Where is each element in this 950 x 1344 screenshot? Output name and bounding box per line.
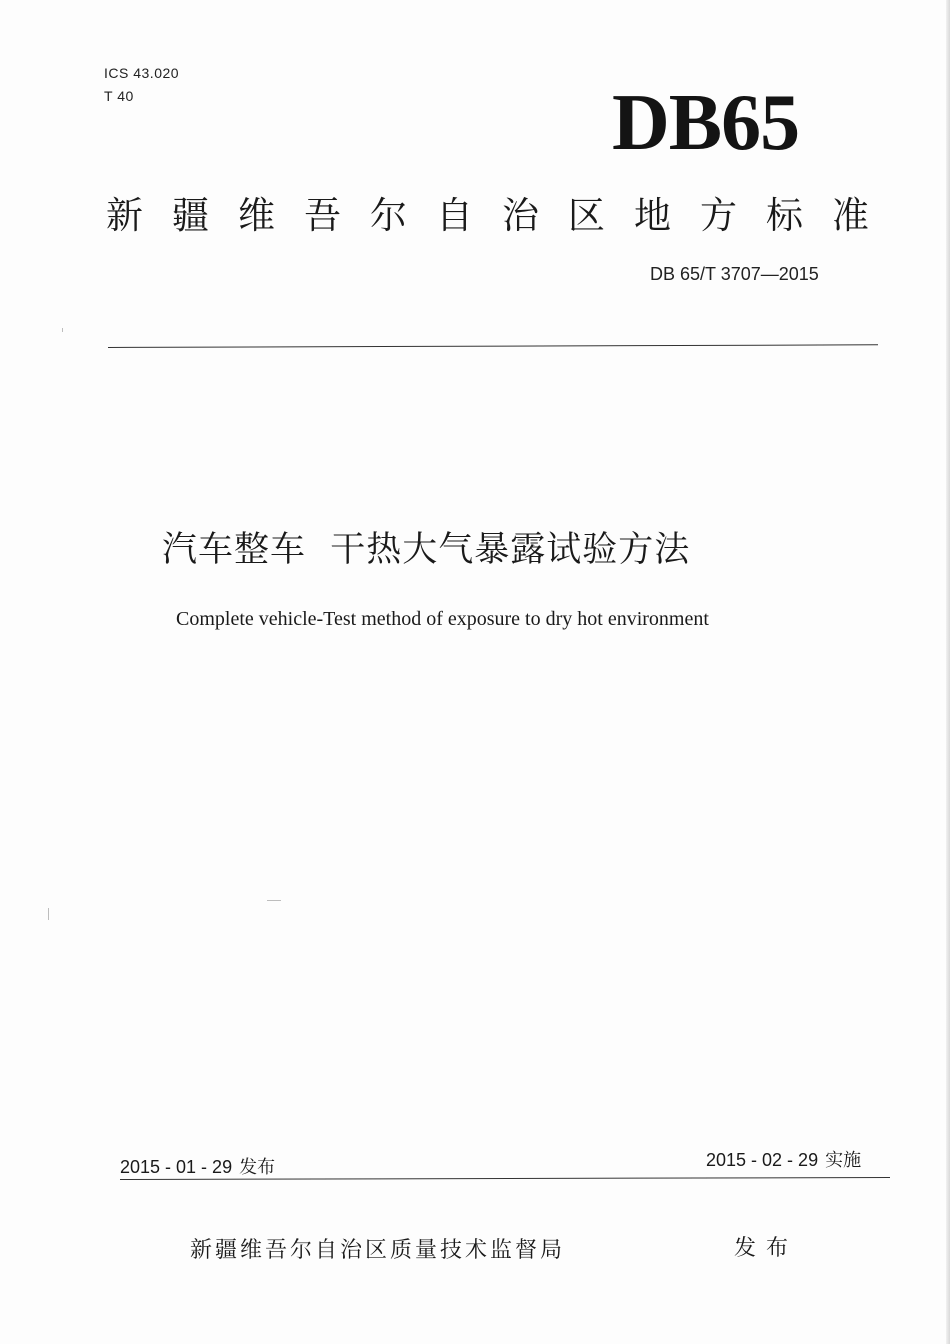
scan-speck xyxy=(267,900,281,901)
classification-block xyxy=(104,62,179,108)
scan-edge xyxy=(946,0,950,1344)
standard-title: 新疆维吾尔自治区地方标准 xyxy=(106,194,898,237)
issue-date: 2015 - 01 - 29 xyxy=(120,1157,233,1177)
document-title-en: Complete vehicle-Test method of exposure to dry hot environment xyxy=(176,608,709,630)
category-code: T 40 xyxy=(104,88,134,104)
ics-code: ICS 43.020 xyxy=(104,65,180,81)
implement-date: 2015 - 02 - 29 xyxy=(706,1150,819,1170)
header-divider xyxy=(108,344,878,348)
db65-logo: DB65 xyxy=(612,79,800,167)
scan-speck xyxy=(48,908,49,920)
scan-speck xyxy=(62,328,63,332)
implement-label: 实施 xyxy=(825,1150,862,1171)
implement-date-block xyxy=(706,1147,861,1174)
document-title-cn: 汽车整车 干热大气暴露试验方法 xyxy=(162,530,691,570)
issue-label: 发布 xyxy=(239,1157,276,1178)
publisher-name: 新疆维吾尔自治区质量技术监督局 xyxy=(190,1238,566,1263)
publish-label: 发布 xyxy=(734,1236,799,1261)
issue-date-block xyxy=(120,1154,275,1181)
standard-number: DB 65/T 3707—2015 xyxy=(650,264,819,284)
